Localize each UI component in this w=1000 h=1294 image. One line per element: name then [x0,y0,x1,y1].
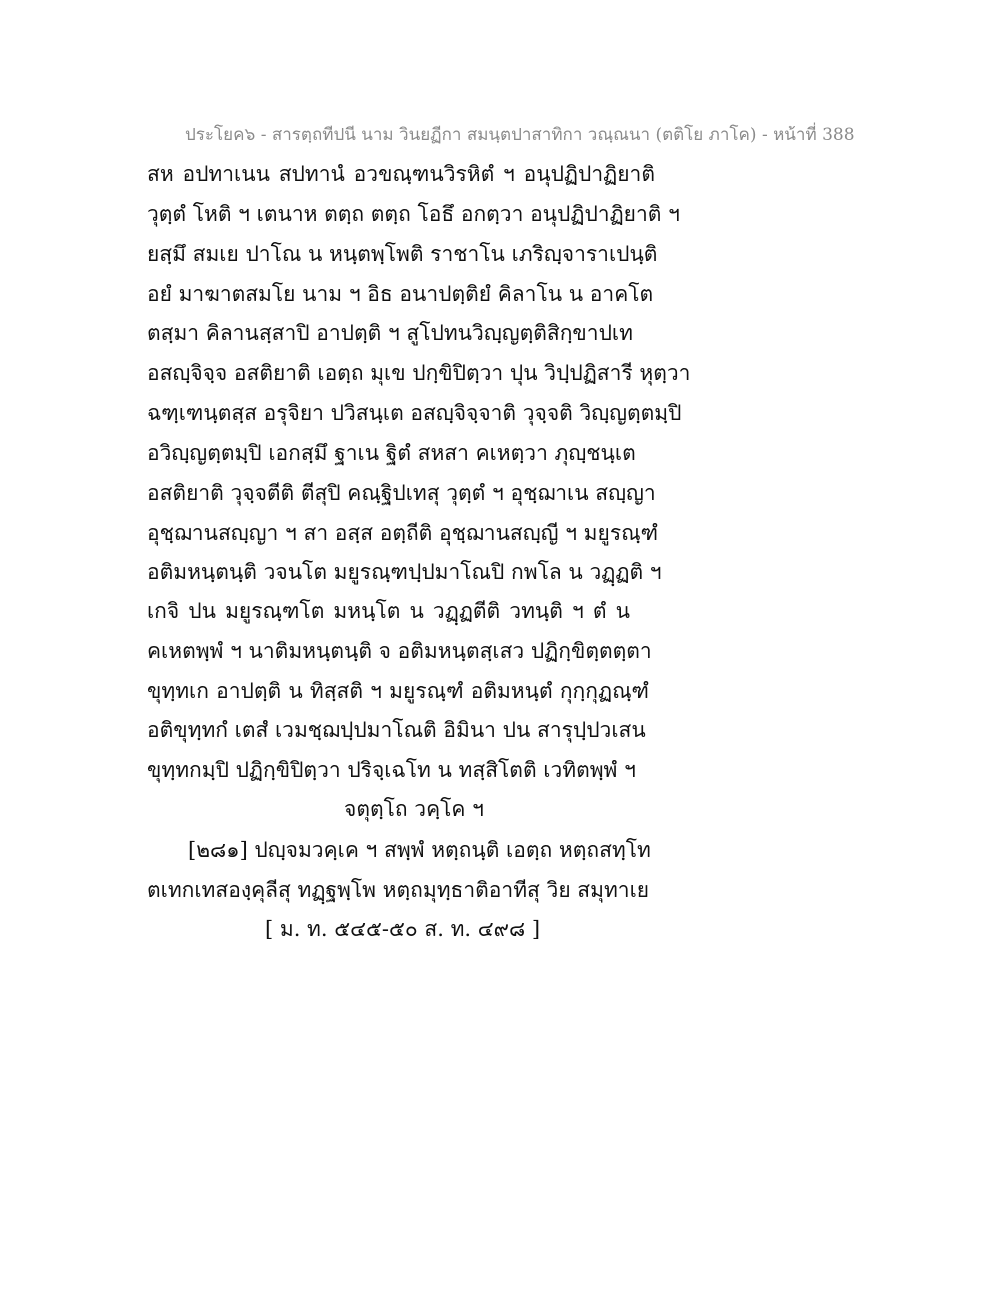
body-line: วุตฺตํ โหติ ฯ เตนาห ตตฺถ ตตฺถ โอธึ อกตฺวา อนุปฏิปาฏิยาติ ฯ [147,202,680,226]
body-line: ฉฑฺเฑนฺตสฺส อรุจิยา ปวิสนฺเต อสญฺจิจฺจาติ วุจฺจติ วิญฺญตฺตมฺปิ [147,401,682,425]
body-line: อยํ มาฆาตสมโย นาม ฯ อิธ อนาปตฺติยํ คิลาโน น อาคโต [147,282,654,306]
body-line: ขุทฺทเก อาปตฺติ น ทิสฺสติ ฯ มยูรณฺฑํ อติมหนฺตํ กุกฺกุฏณฺฑํ [147,679,649,703]
page-header: ประโยค๖ - สารตฺถทีปนี นาม วินยฏีกา สมนฺตปาสาทิกา วณฺณนา (ตติโย ภาโค) - หน้าที่ 388 [185,125,855,145]
body-line: อวิญฺญตฺตมฺปิ เอกสฺมึ ฐาเน ฐิตํ สหสา คเหตฺวา ภุญฺชนฺเต [147,441,636,465]
paragraph-line: ตเทกเทสองฺคุลีสุ ทฏฺฐพฺโพ หตฺถมุทฺธาติอาทีสุ วิย สมุทาเย [147,878,650,902]
body-line: อสญฺจิจฺจ อสติยาติ เอตฺถ มุเข ปกฺขิปิตฺวา ปุน วิปฺปฏิสารี หุตฺวา [147,361,691,385]
body-line: อุชฺฌานสญฺญา ฯ สา อสฺส อตฺถีติ อุชฺฌานสญฺญี ฯ มยูรณฺฑํ [147,521,659,545]
body-line: คเหตพฺพํ ฯ นาติมหนฺตนฺติ จ อติมหนฺตสฺเสว ปฏิกฺขิตฺตตฺตา [147,639,652,663]
body-line: อติขุทฺทกํ เตสํ เวมชฺฌปฺปมาโณติ อิมินา ปน สารุปฺปวเสน [147,718,646,742]
body-line: ตสฺมา คิลานสฺสาปิ อาปตฺติ ฯ สูโปทนวิญฺญตฺติสิกฺขาปเท [147,321,633,345]
body-line: สห อปทาเนน สปทานํ อวขณฺฑนวิรหิตํ ฯ อนุปฏิปาฏิยาติ [147,162,655,186]
body-line: ขุทฺทกมฺปิ ปฏิกฺขิปิตฺวา ปริจฺเฉโท น ทสฺสิโตติ เวทิตพฺพํ ฯ [147,758,636,782]
paragraph-line: [๒๘๑] ปญฺจมวคฺเค ฯ สพฺพํ หตฺถนฺติ เอตฺถ หตฺถสทฺโท [188,838,651,862]
body-line: อติมหนฺตนฺติ วจนโต มยูรณฺฑปฺปมาโณปิ กพโล น วฏฺฏติ ฯ [147,560,662,584]
section-heading: จตุตฺโถ วคฺโค ฯ [344,797,484,821]
body-line: ยสฺมึ สมเย ปาโณ น หนฺตพฺโพติ ราชาโน เภริญฺจาราเปนฺติ [147,242,658,266]
reference-note: [ ม. ท. ๕๔๕-๕๐ ส. ท. ๔๙๘ ] [265,917,541,941]
body-line: เกจิ ปน มยูรณฺฑโต มหนฺโต น วฏฺฏตีติ วทนฺติ ฯ ตํ น [147,599,630,623]
body-line: อสติยาติ วุจฺจตีติ ตีสุปิ คณฺฐิปเทสุ วุตฺตํ ฯ อุชฺฌาเน สญฺญา [147,481,656,505]
